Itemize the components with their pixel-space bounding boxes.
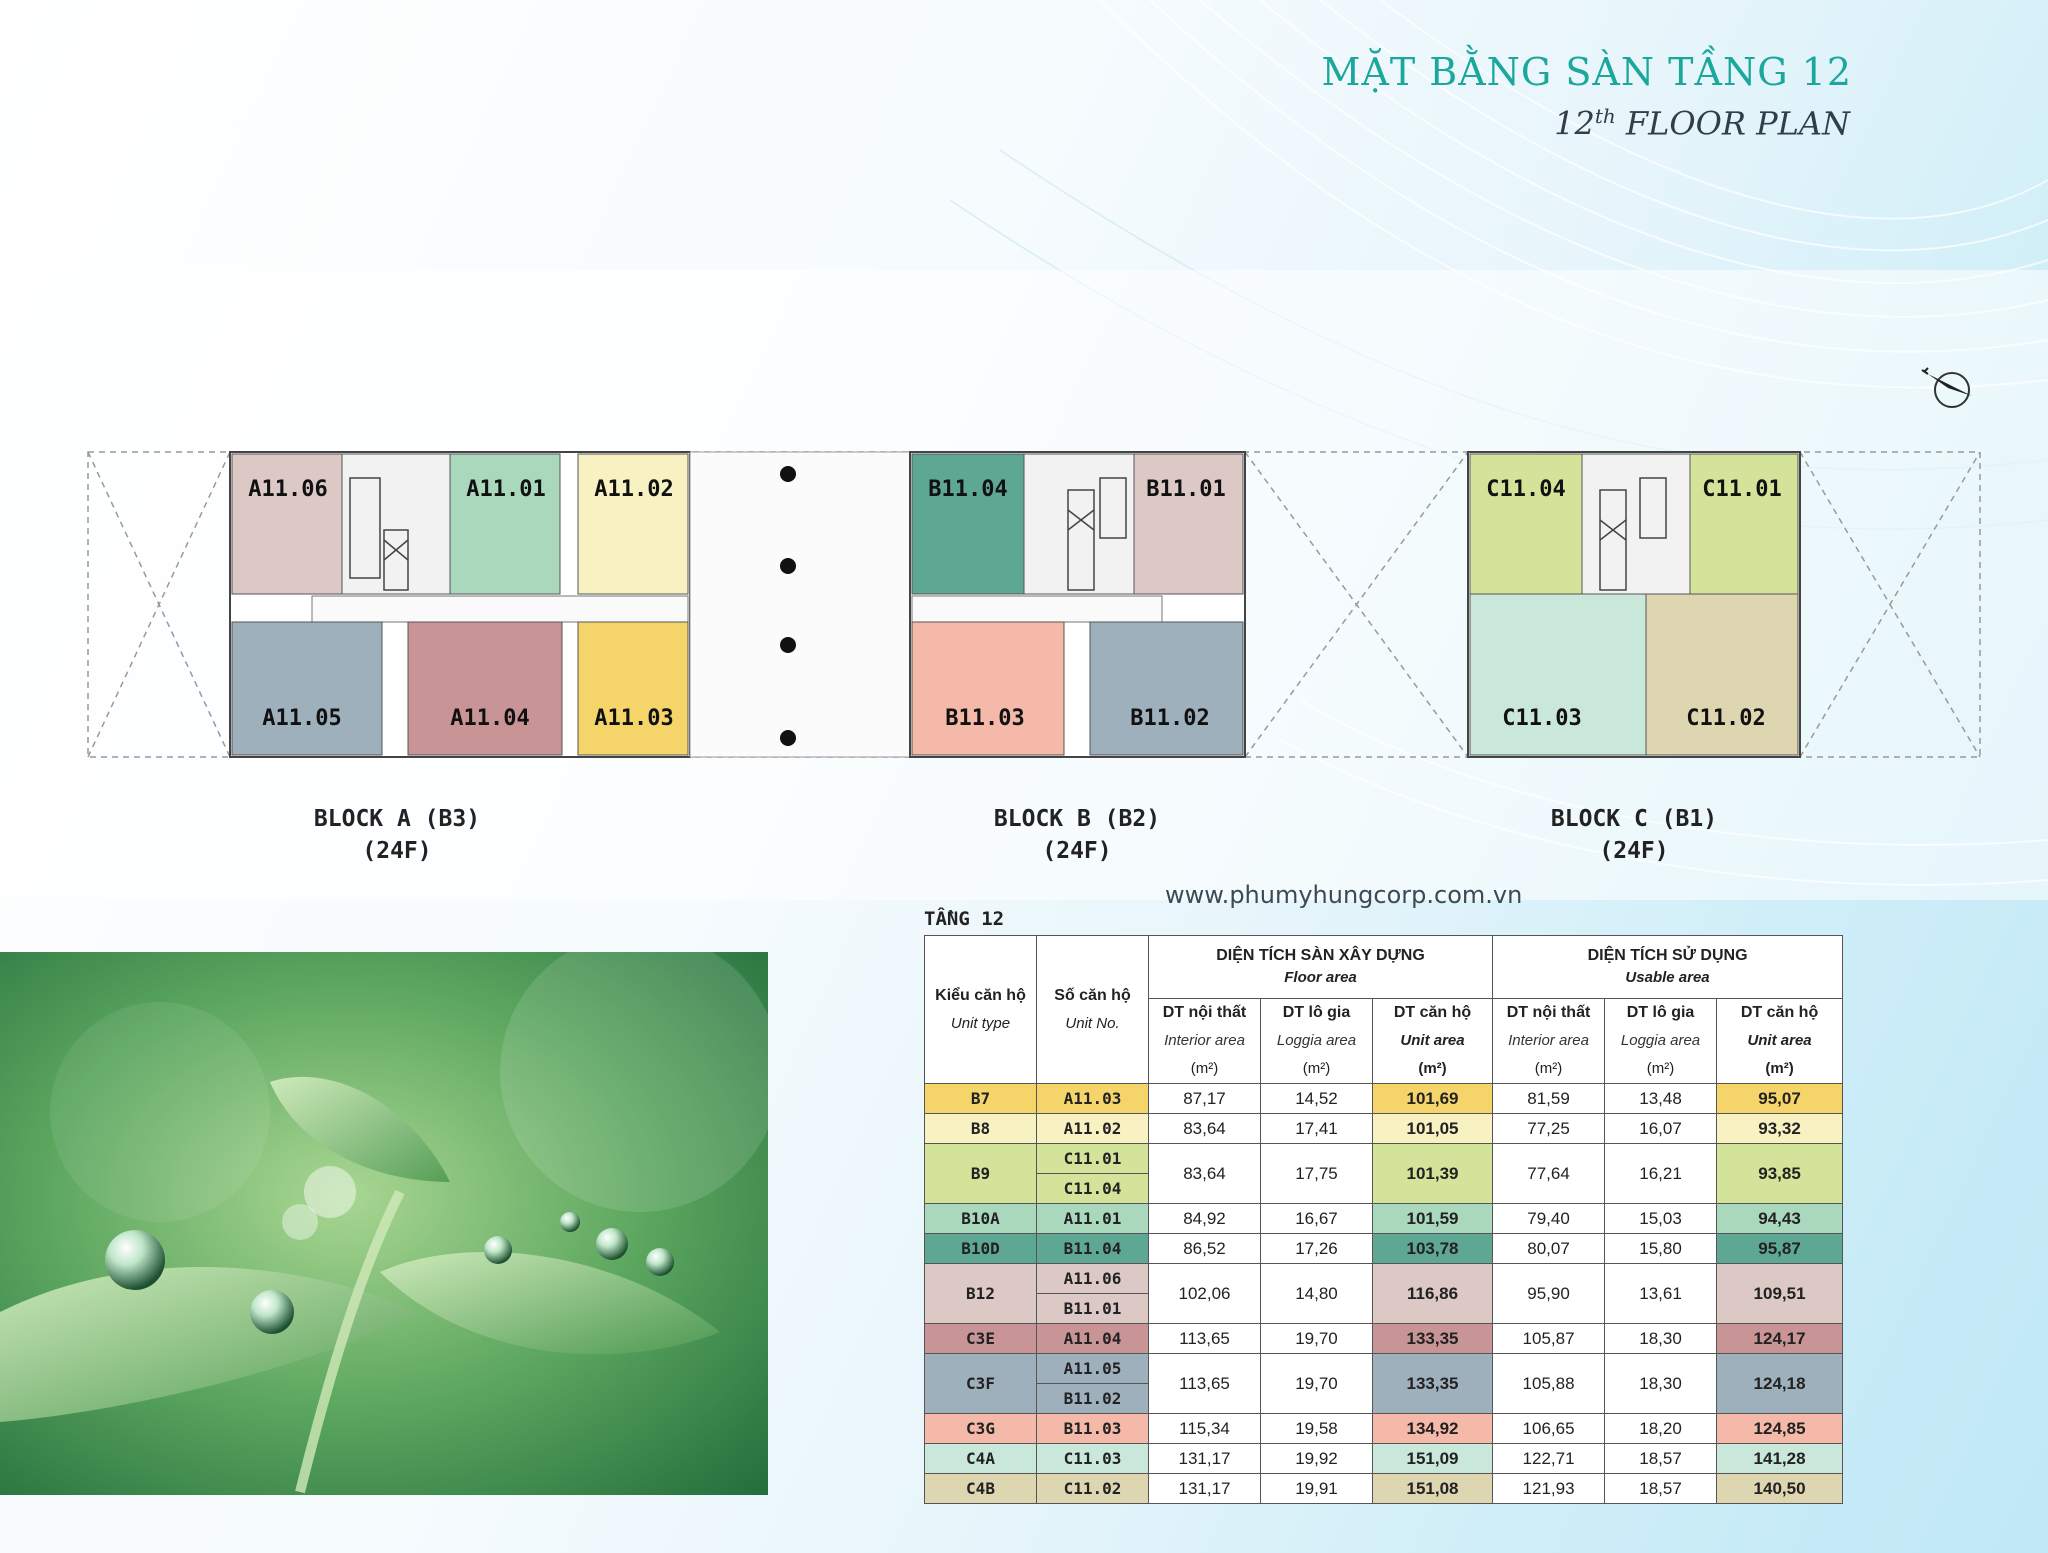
header-floor-interior [1149, 999, 1261, 1084]
cell-unit-no: A11.03 [1037, 1084, 1149, 1114]
cell-floor-interior: 84,92 [1149, 1204, 1261, 1234]
cell-usable-unit-area: 94,43 [1717, 1204, 1843, 1234]
block-c-floors: (24F) [1599, 838, 1669, 864]
cell-floor-unit-area: 133,35 [1373, 1324, 1493, 1354]
header-unit-no-en: Unit No. [1065, 1014, 1120, 1032]
table-body [925, 1084, 1843, 1504]
table-row [925, 1264, 1843, 1294]
cell-usable-interior: 79,40 [1493, 1204, 1605, 1234]
header-usable-area-vn: DIỆN TÍCH SỬ DỤNG [1587, 947, 1748, 964]
cell-unit-no: A11.04 [1037, 1324, 1149, 1354]
header-floor-loggia-en: Loggia area [1276, 1032, 1357, 1049]
label-c11-03: C11.03 [1502, 706, 1582, 731]
label-c11-01: C11.01 [1702, 477, 1782, 502]
unit-a11-01[interactable] [450, 454, 560, 594]
core-a [342, 454, 450, 594]
header-unit-no-vn: Số căn hộ [1054, 986, 1131, 1004]
cell-floor-interior: 83,64 [1149, 1114, 1261, 1144]
cell-floor-loggia: 19,70 [1261, 1354, 1373, 1414]
core-b [1024, 454, 1134, 594]
cell-floor-unit-area: 101,05 [1373, 1114, 1493, 1144]
block-a-floors: (24F) [362, 838, 432, 864]
header-usable-interior [1493, 999, 1605, 1084]
block-b-name: BLOCK B (B2) [993, 806, 1161, 832]
header-usable-interior-unit: (m²) [1534, 1060, 1563, 1077]
unit-a11-06[interactable] [232, 454, 342, 594]
unit-a11-04[interactable] [408, 622, 562, 755]
block-c-label [1484, 803, 1784, 867]
cell-floor-loggia: 14,52 [1261, 1084, 1373, 1114]
label-b11-04: B11.04 [928, 477, 1008, 502]
header-floor-area [1149, 936, 1493, 999]
cell-usable-interior: 121,93 [1493, 1474, 1605, 1504]
cell-floor-interior: 102,06 [1149, 1264, 1261, 1324]
table-row [925, 1444, 1843, 1474]
cell-floor-loggia: 19,58 [1261, 1414, 1373, 1444]
unit-b11-02[interactable] [1090, 622, 1243, 755]
cell-usable-loggia: 15,03 [1605, 1204, 1717, 1234]
cell-usable-unit-area: 141,28 [1717, 1444, 1843, 1474]
cell-usable-loggia: 13,61 [1605, 1264, 1717, 1324]
cell-unit-no: A11.06 [1037, 1264, 1149, 1294]
cell-floor-unit-area: 101,59 [1373, 1204, 1493, 1234]
header-floor-loggia-unit: (m²) [1302, 1060, 1331, 1077]
unit-b11-01[interactable] [1134, 454, 1243, 594]
cell-floor-loggia: 19,92 [1261, 1444, 1373, 1474]
label-a11-06: A11.06 [248, 477, 328, 502]
cell-unit-no: A11.01 [1037, 1204, 1149, 1234]
header-usable-area-en: Usable area [1625, 969, 1710, 986]
header-floor-interior-en: Interior area [1164, 1032, 1245, 1049]
cell-floor-loggia: 17,75 [1261, 1144, 1373, 1204]
cell-unit-no: A11.05 [1037, 1354, 1149, 1384]
cell-unit-type: C3G [925, 1414, 1037, 1444]
cell-unit-type: B10D [925, 1234, 1037, 1264]
leaf-photo [0, 952, 768, 1495]
block-c-name: BLOCK C (B1) [1550, 806, 1718, 832]
unit-a11-02[interactable] [578, 454, 688, 594]
block-b-label [927, 803, 1227, 867]
label-b11-01: B11.01 [1146, 477, 1226, 502]
cell-usable-interior: 77,64 [1493, 1144, 1605, 1204]
cell-floor-interior: 86,52 [1149, 1234, 1261, 1264]
cell-floor-unit-area: 151,09 [1373, 1444, 1493, 1474]
unit-a11-03[interactable] [578, 622, 688, 755]
cell-floor-interior: 83,64 [1149, 1144, 1261, 1204]
label-a11-05: A11.05 [262, 706, 342, 731]
cell-floor-loggia: 19,70 [1261, 1324, 1373, 1354]
cell-usable-loggia: 13,48 [1605, 1084, 1717, 1114]
corridor-b [912, 596, 1162, 622]
cell-usable-interior: 105,87 [1493, 1324, 1605, 1354]
cell-usable-unit-area: 124,17 [1717, 1324, 1843, 1354]
floor-plan [0, 400, 2048, 800]
table-floor-label: TẦNG 12 [924, 908, 1005, 930]
table-row [925, 1324, 1843, 1354]
plaza-columns [690, 452, 910, 757]
unit-c11-04[interactable] [1470, 454, 1582, 594]
cell-usable-unit-area: 109,51 [1717, 1264, 1843, 1324]
cell-usable-interior: 77,25 [1493, 1114, 1605, 1144]
cell-floor-loggia: 19,91 [1261, 1474, 1373, 1504]
header-floor-unit-area-unit: (m²) [1418, 1060, 1447, 1077]
label-b11-02: B11.02 [1130, 706, 1210, 731]
header-unit-type-en: Unit type [950, 1014, 1011, 1032]
header-usable-area [1493, 936, 1843, 999]
header-usable-unit-area-vn: DT căn hộ [1740, 1004, 1819, 1021]
cell-unit-no: A11.02 [1037, 1114, 1149, 1144]
cell-floor-interior: 113,65 [1149, 1354, 1261, 1414]
cell-unit-type: B8 [925, 1114, 1037, 1144]
cell-unit-type: B10A [925, 1204, 1037, 1234]
cell-floor-interior: 113,65 [1149, 1324, 1261, 1354]
cell-unit-no: B11.03 [1037, 1414, 1149, 1444]
cell-unit-no: C11.01 [1037, 1144, 1149, 1174]
header-floor-unit-area [1373, 999, 1493, 1084]
cell-usable-loggia: 18,57 [1605, 1474, 1717, 1504]
label-a11-02: A11.02 [594, 477, 674, 502]
page-title: MẶT BẰNG SÀN TẦNG 12 [1321, 50, 1852, 94]
header-usable-loggia-en: Loggia area [1620, 1032, 1701, 1049]
cell-unit-type: B12 [925, 1264, 1037, 1324]
area-table [924, 935, 1843, 1504]
cell-usable-loggia: 18,57 [1605, 1444, 1717, 1474]
header-floor-loggia [1261, 999, 1373, 1084]
cell-floor-unit-area: 151,08 [1373, 1474, 1493, 1504]
block-a-label [247, 803, 547, 867]
cell-unit-no: C11.02 [1037, 1474, 1149, 1504]
leaf-illustration [0, 952, 768, 1495]
subtitle-number: 12 [1554, 104, 1595, 143]
table-row [925, 1204, 1843, 1234]
cell-unit-type: C3F [925, 1354, 1037, 1414]
table-row [925, 1234, 1843, 1264]
table-row [925, 1114, 1843, 1144]
cell-usable-unit-area: 124,85 [1717, 1414, 1843, 1444]
cell-floor-unit-area: 103,78 [1373, 1234, 1493, 1264]
header-usable-loggia [1605, 999, 1717, 1084]
cell-unit-no: C11.04 [1037, 1174, 1149, 1204]
header-unit-no [1037, 936, 1149, 1084]
table-row [925, 1084, 1843, 1114]
cell-usable-interior: 122,71 [1493, 1444, 1605, 1474]
header-usable-loggia-unit: (m²) [1646, 1060, 1675, 1077]
cell-usable-unit-area: 95,87 [1717, 1234, 1843, 1264]
cell-unit-no: B11.01 [1037, 1294, 1149, 1324]
label-b11-03: B11.03 [945, 706, 1025, 731]
page-subtitle [1554, 104, 1850, 143]
table-row [925, 1354, 1843, 1384]
label-a11-03: A11.03 [594, 706, 674, 731]
cell-floor-unit-area: 101,69 [1373, 1084, 1493, 1114]
cell-usable-loggia: 18,30 [1605, 1354, 1717, 1414]
header-floor-interior-vn: DT nội thất [1162, 1004, 1247, 1021]
header-floor-area-vn: DIỆN TÍCH SÀN XÂY DỰNG [1216, 947, 1425, 964]
cell-unit-no: C11.03 [1037, 1444, 1149, 1474]
cell-floor-interior: 131,17 [1149, 1474, 1261, 1504]
cell-usable-interior: 105,88 [1493, 1354, 1605, 1414]
table-row [925, 1414, 1843, 1444]
cell-usable-loggia: 16,21 [1605, 1144, 1717, 1204]
header-floor-area-en: Floor area [1284, 969, 1357, 986]
header-usable-interior-vn: DT nội thất [1506, 1004, 1591, 1021]
header-usable-unit-area-unit: (m²) [1765, 1060, 1794, 1077]
cell-floor-loggia: 17,41 [1261, 1114, 1373, 1144]
website-link[interactable]: www.phumyhungcorp.com.vn [1165, 881, 1523, 909]
cell-floor-interior: 115,34 [1149, 1414, 1261, 1444]
cell-usable-loggia: 16,07 [1605, 1114, 1717, 1144]
cell-floor-unit-area: 134,92 [1373, 1414, 1493, 1444]
table-row [925, 1474, 1843, 1504]
cell-unit-type: C4A [925, 1444, 1037, 1474]
table-row [925, 1144, 1843, 1174]
cell-usable-unit-area: 95,07 [1717, 1084, 1843, 1114]
cell-usable-unit-area: 140,50 [1717, 1474, 1843, 1504]
unit-b11-03[interactable] [912, 622, 1064, 755]
header-unit-type-vn: Kiểu căn hộ [935, 986, 1026, 1004]
cell-floor-interior: 131,17 [1149, 1444, 1261, 1474]
block-a-name: BLOCK A (B3) [313, 806, 481, 832]
corridor-a [312, 596, 688, 622]
cell-floor-loggia: 16,67 [1261, 1204, 1373, 1234]
cell-unit-type: C3E [925, 1324, 1037, 1354]
cell-usable-interior: 95,90 [1493, 1264, 1605, 1324]
cell-floor-interior: 87,17 [1149, 1084, 1261, 1114]
header-floor-interior-unit: (m²) [1190, 1060, 1219, 1077]
unit-c11-01[interactable] [1690, 454, 1798, 594]
cell-unit-type: B7 [925, 1084, 1037, 1114]
header-usable-loggia-vn: DT lô gia [1626, 1004, 1695, 1021]
cell-usable-interior: 106,65 [1493, 1414, 1605, 1444]
label-c11-02: C11.02 [1686, 706, 1766, 731]
cell-unit-type: B9 [925, 1144, 1037, 1204]
cell-floor-loggia: 14,80 [1261, 1264, 1373, 1324]
cell-unit-no: B11.02 [1037, 1384, 1149, 1414]
cell-usable-interior: 80,07 [1493, 1234, 1605, 1264]
header-floor-unit-area-en: Unit area [1400, 1032, 1465, 1049]
cell-usable-interior: 81,59 [1493, 1084, 1605, 1114]
cell-floor-unit-area: 101,39 [1373, 1144, 1493, 1204]
subtitle-suffix: th [1594, 104, 1616, 128]
cell-usable-unit-area: 124,18 [1717, 1354, 1843, 1414]
cell-floor-loggia: 17,26 [1261, 1234, 1373, 1264]
cell-unit-type: C4B [925, 1474, 1037, 1504]
unit-a11-05[interactable] [232, 622, 382, 755]
cell-usable-unit-area: 93,85 [1717, 1144, 1843, 1204]
label-a11-04: A11.04 [450, 706, 530, 731]
cell-floor-unit-area: 133,35 [1373, 1354, 1493, 1414]
label-a11-01: A11.01 [466, 477, 546, 502]
cell-unit-no: B11.04 [1037, 1234, 1149, 1264]
cell-usable-loggia: 18,30 [1605, 1324, 1717, 1354]
cell-usable-loggia: 15,80 [1605, 1234, 1717, 1264]
subtitle-text: FLOOR PLAN [1615, 104, 1850, 143]
cell-usable-loggia: 18,20 [1605, 1414, 1717, 1444]
cell-floor-unit-area: 116,86 [1373, 1264, 1493, 1324]
unit-b11-04[interactable] [912, 454, 1024, 594]
header-unit-type [925, 936, 1037, 1084]
block-b-floors: (24F) [1042, 838, 1112, 864]
header-floor-unit-area-vn: DT căn hộ [1393, 1004, 1472, 1021]
cell-usable-unit-area: 93,32 [1717, 1114, 1843, 1144]
header-floor-loggia-vn: DT lô gia [1282, 1004, 1351, 1021]
label-c11-04: C11.04 [1486, 477, 1566, 502]
core-c [1582, 454, 1690, 594]
header-usable-unit-area-en: Unit area [1747, 1032, 1812, 1049]
header-usable-interior-en: Interior area [1508, 1032, 1589, 1049]
header-usable-unit-area [1717, 999, 1843, 1084]
